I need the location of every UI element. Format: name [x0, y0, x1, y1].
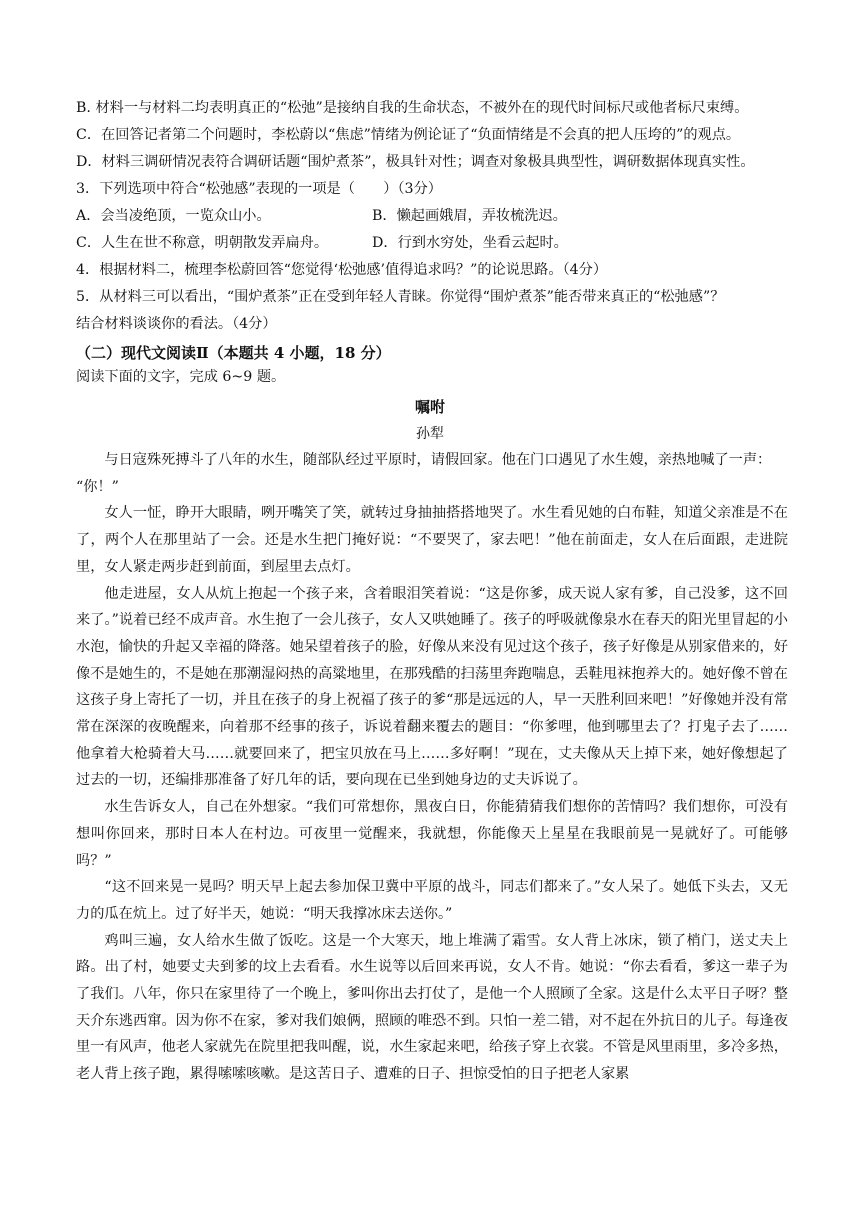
- passage-paragraph: 鸡叫三遍，女人给水生做了饭吃。这是一个大寒天，地上堆满了霜雪。女人背上冰床，锁了梢门，送丈夫上路。出了村，她要丈夫到爹的坟上去看看。水生说等以后回来再说，女人不肯。她说：“你去看看，爹这一辈子为了我们。八年，你只在家里待了一个晚上，爹叫你出去打仗了，是他一个人照顾了全家。这是什么太平日子呀？整天介东逃西窜。因为你不在家，爹对我们娘俩，照顾的唯恐不到。只怕一差二错，对不起在外抗日的儿子。每逢夜里一有风声，他老人家就先在院里把我叫醒，说，水生家起来吧，给孩子穿上衣裳。不管是风里雨里，多冷多热，老人背上孩子跑，累得嗦嗦咳嗽。是这苦日子、遭难的日子、担惊受怕的日子把老人家累: [76, 932, 788, 1083]
- section-heading: （二）现代文阅读Ⅱ（本题共 4 小题，18 分）: [76, 344, 391, 362]
- passage-paragraph: “这不回来晃一晃吗？明天早上起去参加保卫冀中平原的战斗，同志们都来了。”女人呆了。她低下头去，又无力的瓜在炕上。过了好半天，她说：“明天我撑冰床去送你。”: [76, 879, 788, 922]
- question-4: 4．根据材料二，梳理李松蔚回答“您觉得‘松弛感’值得追求吗？”的论说思路。（4分）: [76, 262, 608, 278]
- option-d-line: D．材料三调研情况表符合调研话题“围炉煮茶”，极具针对性；调查对象极具典型性，调研数据体现真实性。: [76, 154, 755, 170]
- passage-paragraph: 与日寇殊死搏斗了八年的水生，随部队经过平原时，请假回家。他在门口遇见了水生嫂，亲热地喊了一声：: [104, 452, 772, 468]
- question-3-option-b: B．懒起画娥眉，弄妆梳洗迟。: [372, 208, 567, 224]
- passage-paragraph: 女人一怔，睁开大眼睛，咧开嘴笑了笑，就转过身抽抽搭搭地哭了。水生看见她的白布鞋，知道父亲准是不在了，两个人在那里站了一会。还是水生把门掩好说：“不要哭了，家去吧！”他在前面走，女人在后面跟，走进院里，女人紧走两步赶到前面，到屋里去点灯。: [76, 505, 788, 575]
- question-5-line-1: 5．从材料三可以看出，“围炉煮茶”正在受到年轻人青睐。你觉得“围炉煮茶”能否带来真正的“松弛感”？: [76, 289, 725, 305]
- question-3-option-c: C．人生在世不称意，明朝散发弄扁舟。: [76, 235, 329, 251]
- option-b-line: B. 材料一与材料二均表明真正的“松弛”是接纳自我的生命状态，不被外在的现代时间标尺或他者标尺束缚。: [76, 100, 749, 116]
- passage-paragraph: 他走进屋，女人从炕上抱起一个孩子来，含着眼泪笑着说：“这是你爹，成天说人家有爹，自己没爹，这不回来了。”说着已经不成声音。水生抱了一会儿孩子，女人又哄她睡了。孩子的呼吸就像泉水在春天的阳光里冒起的小水泡，愉快的升起又幸福的降落。她呆望着孩子的脸，好像从来没有见过这个孩子，孩子好像是从别家借来的，好像不是她生的，不是她在那潮湿闷热的高粱地里，在那残酷的扫荡里奔跑喘息，丢鞋甩袜抱养大的。她好像不曾在这孩子身上寄托了一切，并且在孩子的身上祝福了孩子的爹“那是远远的人，早一天胜利回来吧！”好像她并没有常常在深深的夜晚醒来，向着那不经事的孩子，诉说着翻来覆去的题目：“你爹哩，他到哪里去了？打鬼子去了……他拿着大枪骑着大马……就要回来了，把宝贝放在马上……多好啊！”现在，丈夫像从天上掉下来，她好像想起了过去的一切，还编排那准备了好几年的话，要向现在已坐到她身边的丈夫诉说了。: [76, 585, 788, 789]
- passage-title: 嘱咐: [414, 398, 445, 416]
- question-3-option-d: D．行到水穷处，坐看云起时。: [372, 235, 568, 251]
- passage-paragraph: “你！”: [76, 478, 119, 495]
- question-5-line-2: 结合材料谈谈你的看法。（4分）: [76, 316, 277, 332]
- option-c-line: C．在回答记者第二个问题时，李松蔚以“焦虑”情绪为例论证了“负面情绪是不会真的把人压垮的”的观点。: [76, 127, 741, 143]
- passage-author: 孙犁: [416, 426, 444, 442]
- question-3-option-a: A．会当凌绝顶，一览众山小。: [76, 208, 271, 224]
- question-3: 3．下列选项中符合“松弛感”表现的一项是（ ）（3分）: [76, 181, 442, 197]
- passage-body: [76, 447, 788, 1088]
- section-instruction: 阅读下面的文字，完成 6~9 题。: [76, 369, 286, 385]
- passage-paragraph: 水生告诉女人，自己在外想家。“我们可常想你，黑夜白日，你能猜猜我们想你的苦情吗？我们想你，可没有想叫你回来，那时日本人在村边。可夜里一觉醒来，我就想，你能像天上星星在我眼前晃一晃就好了。可能够吗？”: [76, 799, 788, 869]
